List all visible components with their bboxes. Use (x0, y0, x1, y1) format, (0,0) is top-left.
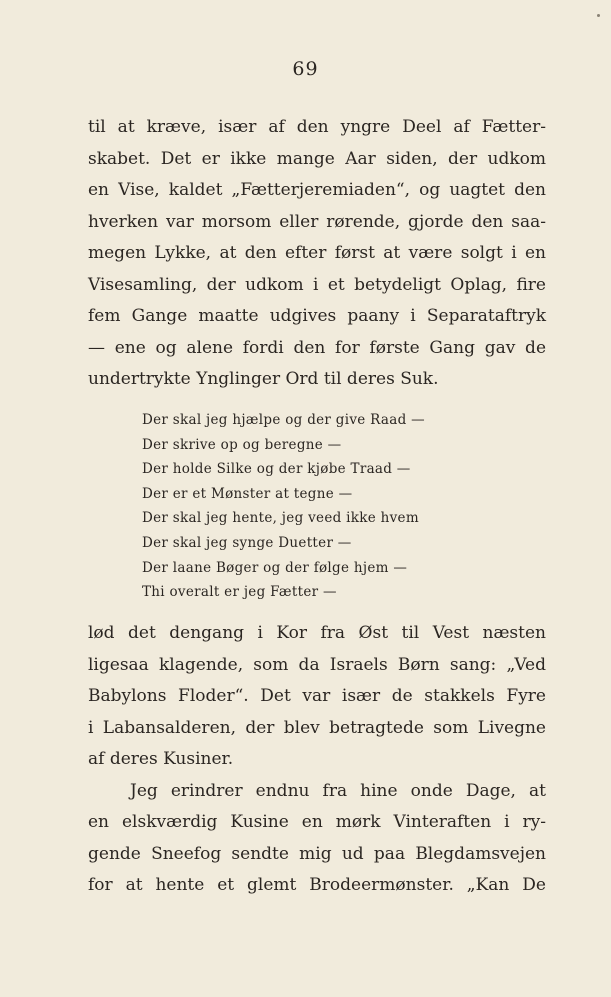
poem-line: Der skrive op og beregne — (142, 436, 342, 453)
poem-line: Der holde Silke og der kjøbe Traad — (142, 461, 411, 478)
text-line: Jeg erindrer endnu fra hine onde Dage, at (130, 780, 546, 801)
poem-stanza (142, 408, 425, 605)
poem-line: Der er et Mønster at tegne — (142, 485, 353, 502)
poem-line: Thi overalt er jeg Fætter — (142, 584, 337, 601)
text-line: undertrykte Ynglinger Ord til deres Suk. (88, 369, 439, 389)
text-line: megen Lykke, at den efter først at være solgt i en (88, 243, 546, 263)
text-line: Babylons Floder“. Det var især de stakkels Fyre (88, 686, 546, 706)
poem-line: Der skal jeg hjælpe og der give Raad — (142, 412, 425, 428)
text-line: Visesamling, der udkom i et betydeligt Oplag, fire (88, 274, 546, 295)
text-line: en Vise, kaldet „Fætterjeremiaden“, og uagtet den (88, 180, 546, 200)
paragraph-top (88, 112, 546, 396)
page-number: 69 (292, 58, 319, 80)
text-line: i Labansalderen, der blev betragtede som Livegne (88, 717, 546, 738)
text-line: — ene og alene fordi den for første Gang gav de (88, 337, 546, 358)
text-line: hverken var morsom eller rørende, gjorde den saa- (88, 211, 546, 232)
text-line: fem Gange maatte udgives paany i Separataftryk (88, 306, 546, 326)
text-line: skabet. Det er ikke mange Aar siden, der udkom (88, 148, 546, 169)
text-line: til at kræve, især af den yngre Deel af Fætter- (88, 117, 546, 137)
text-line: en elskværdig Kusine en mørk Vinteraften i ry- (88, 812, 546, 832)
poem-line: Der skal jeg hente, jeg veed ikke hvem (142, 510, 419, 527)
text-line: for at hente et glemt Brodeermønster. „Kan De (88, 875, 546, 895)
text-line: gende Sneefog sendte mig ud paa Blegdamsvejen (88, 843, 546, 864)
text-line: af deres Kusiner. (88, 749, 234, 769)
poem-line: Der skal jeg synge Duetter — (142, 534, 352, 551)
paragraph-bottom (88, 618, 546, 902)
poem-line: Der laane Bøger og der følge hjem — (142, 559, 408, 576)
text-line: ligesaa klagende, som da Israels Børn sang: „Ved (88, 654, 546, 675)
text-line: lød det dengang i Kor fra Øst til Vest næsten (88, 623, 546, 643)
print-speck (597, 14, 600, 17)
